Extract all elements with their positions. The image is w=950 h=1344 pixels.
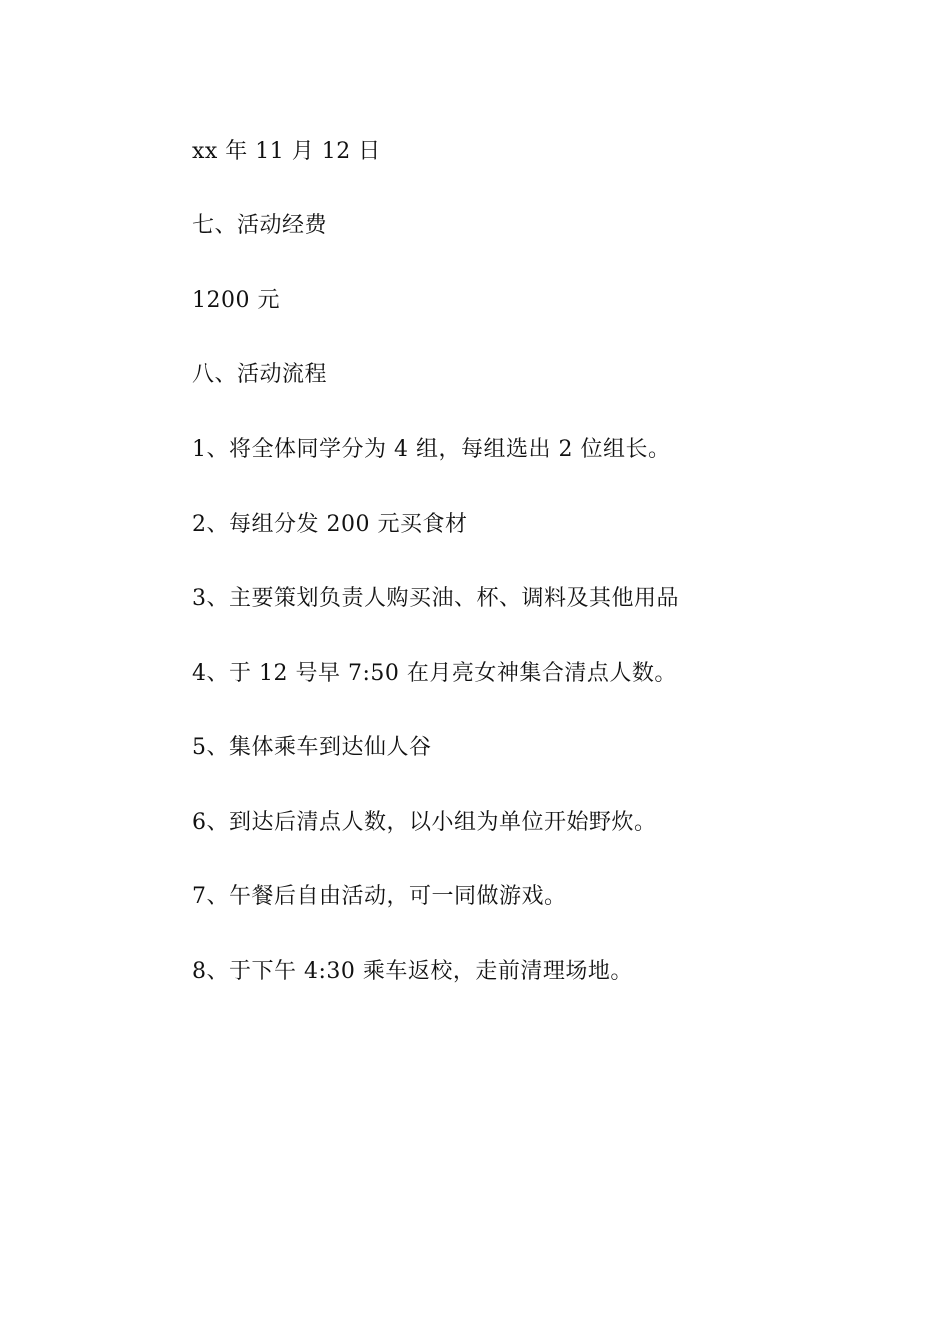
process-step: 6、到达后清点人数，以小组为单位开始野炊。 [192, 810, 657, 835]
process-step: 8、于下午 4:30 乘车返校，走前清理场地。 [192, 959, 633, 984]
section-heading-process: 八、活动流程 [192, 362, 328, 387]
budget-amount: 1200 元 [192, 288, 280, 313]
process-step: 2、每组分发 200 元买食材 [192, 512, 468, 537]
process-step: 5、集体乘车到达仙人谷 [192, 735, 432, 760]
activity-date: xx 年 11 月 12 日 [192, 139, 381, 164]
process-step: 3、主要策划负责人购买油、杯、调料及其他用品 [192, 586, 679, 611]
process-step: 4、于 12 号早 7:50 在月亮女神集合清点人数。 [192, 661, 677, 686]
process-step: 7、午餐后自由活动，可一同做游戏。 [192, 884, 567, 909]
process-step: 1、将全体同学分为 4 组，每组选出 2 位组长。 [192, 437, 671, 462]
section-heading-budget: 七、活动经费 [192, 213, 328, 238]
